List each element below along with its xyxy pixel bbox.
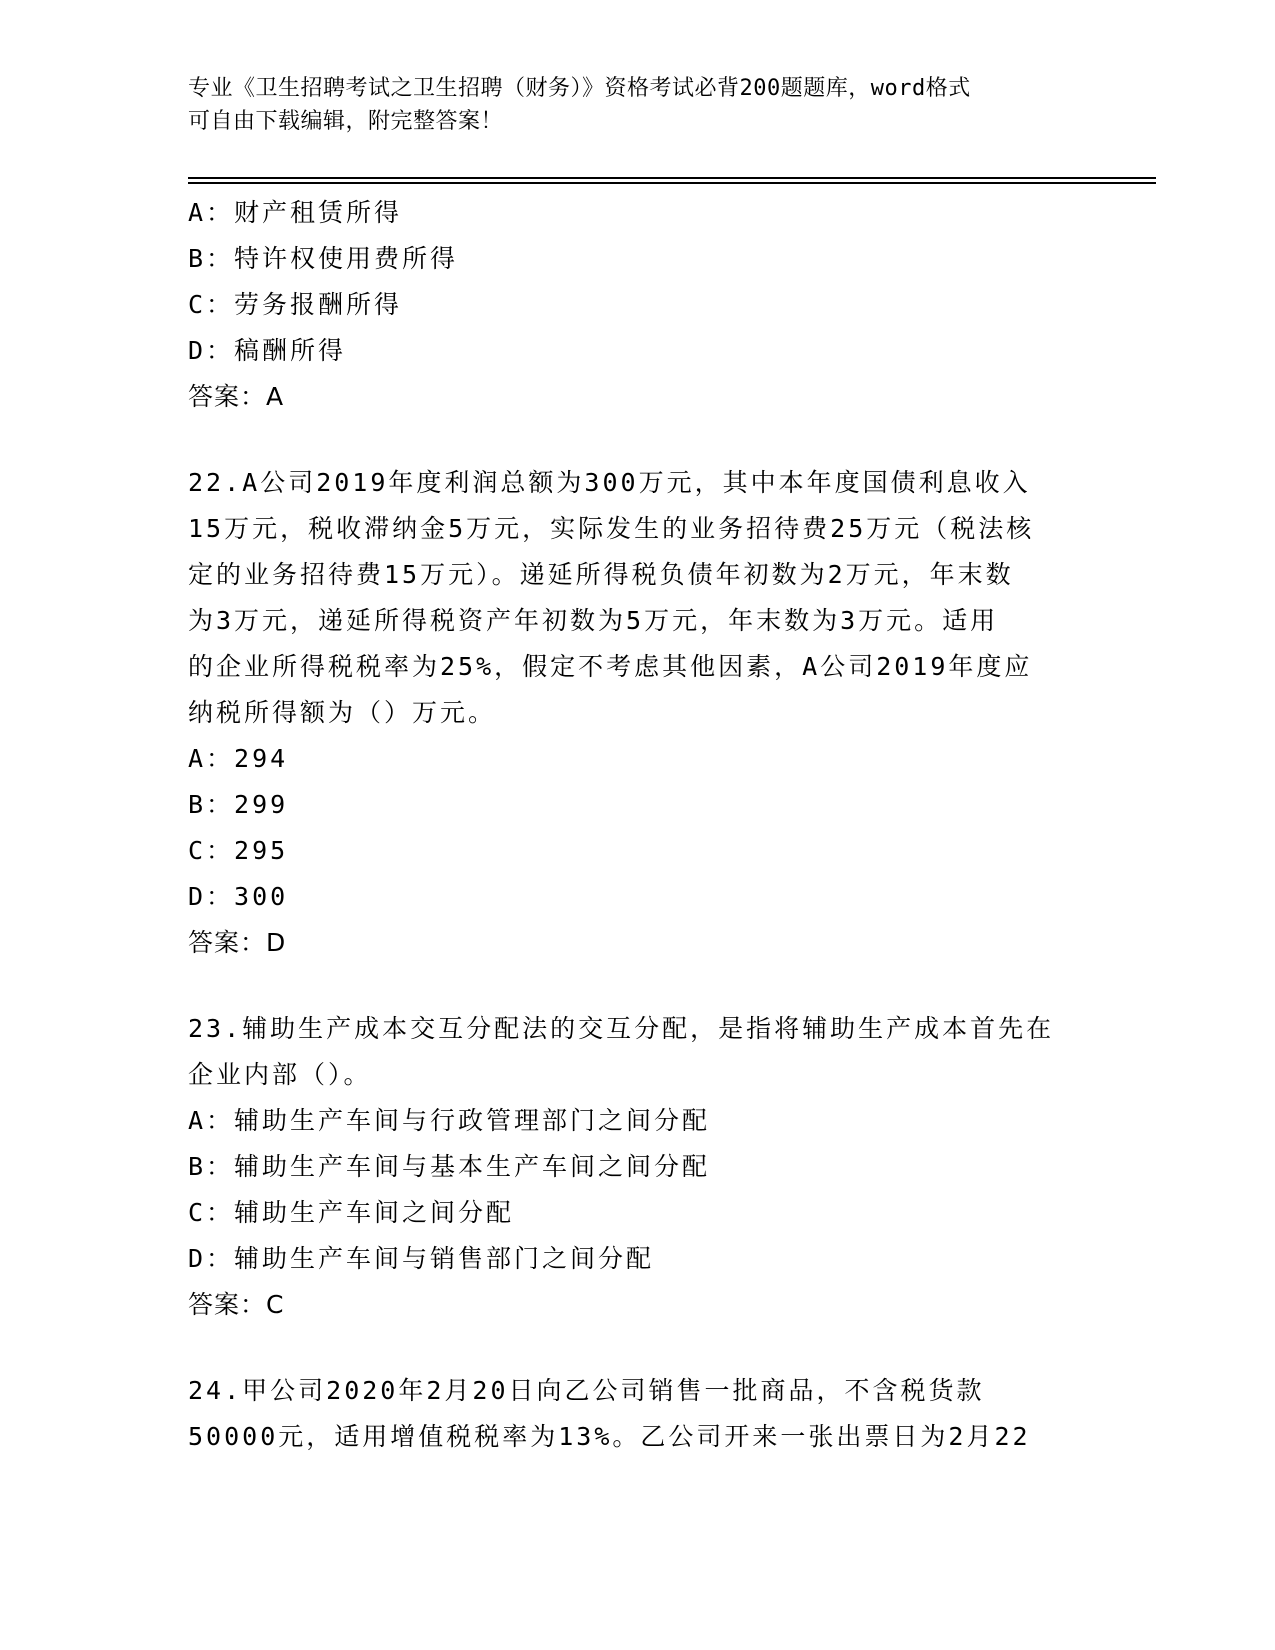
header-title-line-1: 专业《卫生招聘考试之卫生招聘（财务）》资格考试必背200题题库，word格式 (188, 76, 971, 101)
header-divider-bottom (188, 182, 1156, 184)
option-b: B：299 (188, 790, 289, 819)
question-22 (188, 460, 1088, 966)
question-stem-line: 为3万元，递延所得税资产年初数为5万元，年末数为3万元。适用 (188, 606, 999, 635)
option-a: A：294 (188, 744, 289, 773)
option-d: D：稿酬所得 (188, 336, 347, 365)
question-24 (188, 1368, 1088, 1460)
question-stem-line: 企业内部（）。 (188, 1060, 372, 1089)
header-title-line-2: 可自由下载编辑，附完整答案！ (188, 109, 504, 134)
question-23 (188, 1006, 1088, 1328)
question-21 (188, 190, 1088, 420)
question-list (188, 190, 1088, 1460)
question-stem-line: 定的业务招待费15万元）。递延所得税负债年初数为2万元，年末数 (188, 560, 1014, 589)
document-header (188, 72, 1068, 138)
answer: 答案：C (188, 1290, 285, 1319)
question-stem-line: 纳税所得额为（）万元。 (188, 698, 497, 727)
option-a: A：财产租赁所得 (188, 198, 403, 227)
header-divider-top (188, 177, 1156, 179)
option-b: B：辅助生产车间与基本生产车间之间分配 (188, 1152, 711, 1181)
answer: 答案：D (188, 928, 287, 957)
answer: 答案：A (188, 382, 285, 411)
spacer (188, 966, 1088, 1006)
option-d: D：300 (188, 882, 289, 911)
question-stem-line: 22.A公司2019年度利润总额为300万元，其中本年度国债利息收入 (188, 468, 1031, 497)
option-c: C：劳务报酬所得 (188, 290, 403, 319)
spacer (188, 1328, 1088, 1368)
spacer (188, 420, 1088, 460)
question-stem-line: 23.辅助生产成本交互分配法的交互分配，是指将辅助生产成本首先在 (188, 1014, 1055, 1043)
option-c: C：295 (188, 836, 289, 865)
question-stem-line: 的企业所得税税率为25%，假定不考虑其他因素，A公司2019年度应 (188, 652, 1033, 681)
option-a: A：辅助生产车间与行政管理部门之间分配 (188, 1106, 711, 1135)
question-stem-line: 50000元，适用增值税税率为13%。乙公司开来一张出票日为2月22 (188, 1422, 1031, 1451)
question-stem-line: 15万元，税收滞纳金5万元，实际发生的业务招待费25万元（税法核 (188, 514, 1035, 543)
option-d: D：辅助生产车间与销售部门之间分配 (188, 1244, 655, 1273)
question-stem-line: 24.甲公司2020年2月20日向乙公司销售一批商品，不含税货款 (188, 1376, 985, 1405)
option-b: B：特许权使用费所得 (188, 244, 459, 273)
option-c: C：辅助生产车间之间分配 (188, 1198, 515, 1227)
